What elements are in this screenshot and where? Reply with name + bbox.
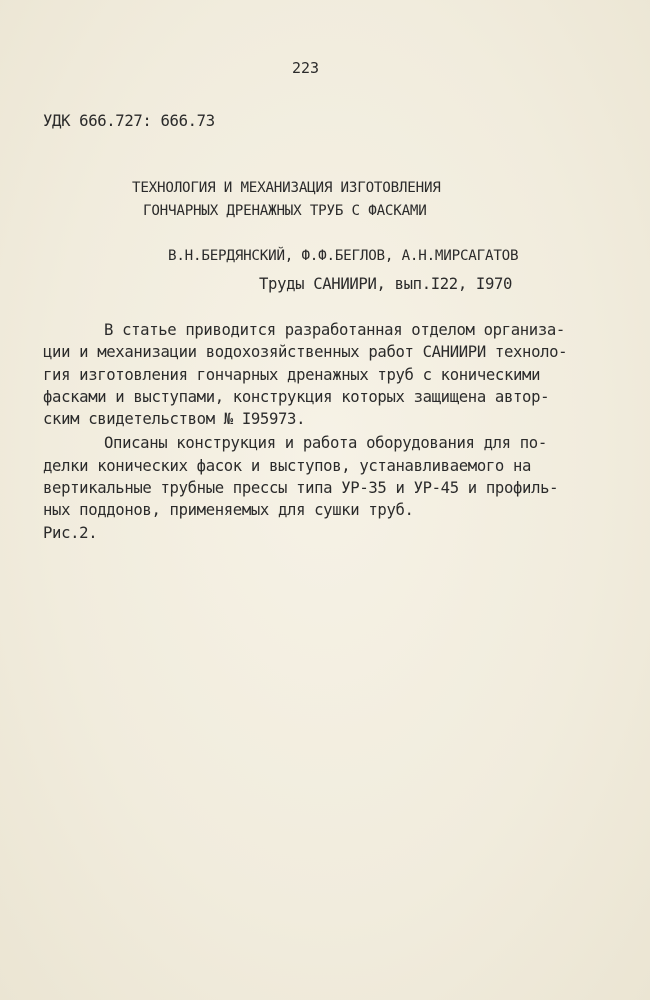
abstract-line: вертикальные трубные прессы типа УР-35 и УР-45 и профиль- bbox=[43, 479, 559, 497]
title-line-2: ГОНЧАРНЫХ ДРЕНАЖНЫХ ТРУБ С ФАСКАМИ bbox=[143, 203, 427, 219]
figure-count: Рис.2. bbox=[43, 524, 98, 542]
title-line-1: ТЕХНОЛОГИЯ И МЕХАНИЗАЦИЯ ИЗГОТОВЛЕНИЯ bbox=[132, 180, 441, 196]
abstract-line: ским свидетельством № I95973. bbox=[43, 410, 306, 428]
abstract-line: ных поддонов, применяемых для сушки труб. bbox=[43, 501, 414, 519]
abstract-line: В статье приводится разработанная отделом организа- bbox=[104, 321, 565, 339]
abstract-line: гия изготовления гончарных дренажных труб с коническими bbox=[43, 366, 541, 384]
authors: В.Н.БЕРДЯНСКИЙ, Ф.Ф.БЕГЛОВ, А.Н.МИРСАГАТОВ bbox=[168, 248, 519, 264]
abstract-line: фасками и выступами, конструкция которых защищена автор- bbox=[43, 388, 550, 406]
source-reference: Труды САНИИРИ, вып.I22, I970 bbox=[259, 275, 513, 293]
page-number: 223 bbox=[292, 59, 320, 77]
abstract-line: Описаны конструкция и работа оборудования для по- bbox=[104, 434, 547, 452]
abstract-line: делки конических фасок и выступов, устанавливаемого на bbox=[43, 457, 532, 475]
udk-code: УДК 666.727: 666.73 bbox=[43, 112, 215, 130]
abstract-line: ции и механизации водохозяйственных работ САНИИРИ техноло- bbox=[43, 343, 568, 361]
